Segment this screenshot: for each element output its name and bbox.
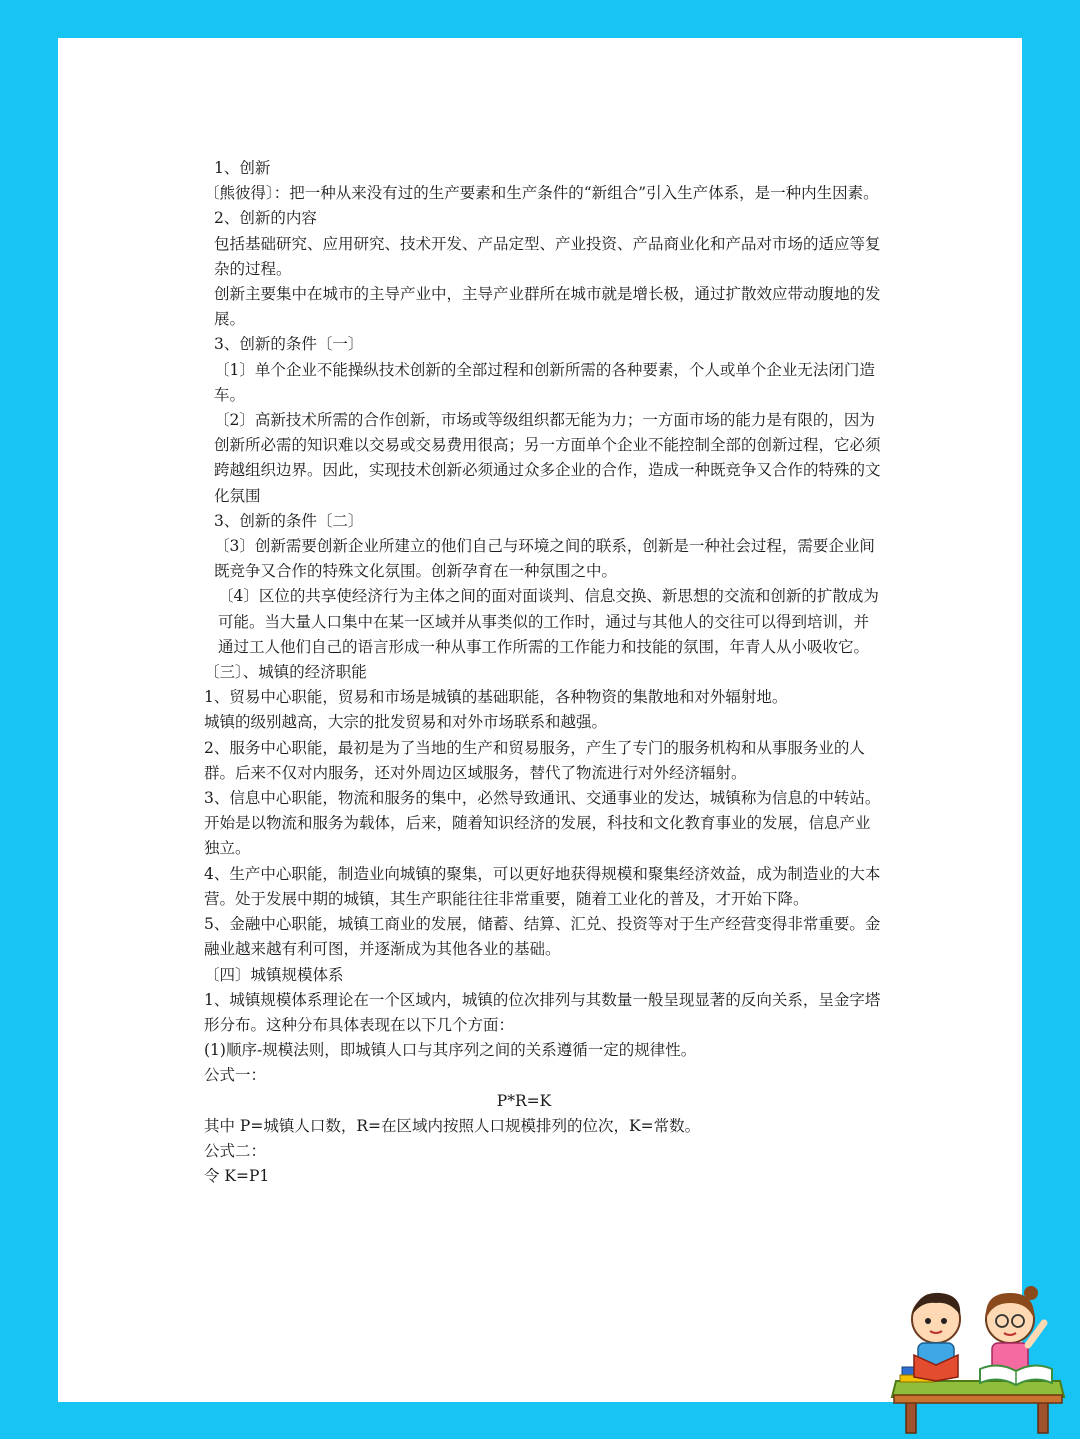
formula-2: 令 K=P1 [204,1167,270,1186]
heading-innovation-content: 2、创新的内容 [214,209,317,228]
document-body [204,156,884,1189]
formula-label-2: 公式二： [204,1141,267,1160]
paragraph: 〔熊彼得〕：把一种从来没有过的生产要素和生产条件的“新组合”引入生产体系，是一种内生因素。 [204,184,879,203]
paragraph: 5、金融中心职能，城镇工商业的发展，储蓄、结算、汇兑、投资等对于生产经营变得非常重要。金融业越来越有利可图，并逐渐成为其他各业的基础。 [204,915,881,959]
heading-innovation-conditions-2: 3、创新的条件〔二〕 [214,511,364,530]
document-page [58,38,1022,1402]
paragraph: 3、信息中心职能，物流和服务的集中，必然导致通讯、交通事业的发达，城镇称为信息的中转站。开始是以物流和服务为载体，后来，随着知识经济的发展，科技和文化教育事业的发展，信息产业独立。 [204,789,881,858]
paragraph: 4、生产中心职能，制造业向城镇的聚集，可以更好地获得规模和聚集经济效益，成为制造业的大本营。处于发展中期的城镇，其生产职能往往非常重要，随着工业化的普及，才开始下降。 [204,864,881,908]
paragraph: 1、城镇规模体系理论在一个区域内，城镇的位次排列与其数量一般呈现显著的反向关系，呈金字塔形分布。这种分布具体表现在以下几个方面： [204,990,881,1034]
paragraph: 〔2〕高新技术所需的合作创新，市场或等级组织都无能为力；一方面市场的能力是有限的，因为创新所必需的知识难以交易或交易费用很高；另一方面单个企业不能控制全部的创新过程，它必须跨越组织边界。因此，实现技术创新必须通过众多企业的合作，造成一种既竞争又合作的特殊的文化氛围 [214,411,881,505]
paragraph: 〔1〕单个企业不能操纵技术创新的全部过程和创新所需的各种要素，个人或单个企业无法闭门造车。 [214,360,875,404]
paragraph: (1)顺序-规模法则，即城镇人口与其序列之间的关系遵循一定的规律性。 [204,1041,697,1060]
paragraph: 2、服务中心职能，最初是为了当地的生产和贸易服务，产生了专门的服务机构和从事服务业的人群。后来不仅对内服务，还对外周边区域服务，替代了物流进行对外经济辐射。 [204,738,865,782]
paragraph: 〔4〕区位的共享使经济行为主体之间的面对面谈判、信息交换、新思想的交流和创新的扩散成为可能。当大量人口集中在某一区域并从事类似的工作时，通过与其他人的交往可以得到培训，并通过工人他们自己的语言形成一种从事工作所需的工作能力和技能的氛围，年青人从小吸收它。 [218,587,879,656]
paragraph: 1、贸易中心职能，贸易和市场是城镇的基础职能，各种物资的集散地和对外辐射地。 [204,688,788,707]
children-reading-icon [888,1285,1068,1435]
formula-label-1: 公式一： [204,1066,267,1085]
paragraph: 〔3〕创新需要创新企业所建立的他们自己与环境之间的联系，创新是一种社会过程，需要企业间既竞争又合作的特殊文化氛围。创新孕育在一种氛围之中。 [214,537,875,581]
heading-innovation-conditions-1: 3、创新的条件〔一〕 [214,335,364,354]
formula-1: P*R=K [496,1091,552,1110]
heading-scale-system: 〔四〕城镇规模体系 [204,965,344,984]
paragraph: 创新主要集中在城市的主导产业中，主导产业群所在城市就是增长极，通过扩散效应带动腹地的发展。 [214,285,881,329]
heading-economic-functions: 〔三〕、城镇的经济职能 [204,663,367,682]
heading-innovation: 1、创新 [214,159,271,177]
paragraph: 包括基础研究、应用研究、技术开发、产品定型、产业投资、产品商业化和产品对市场的适应等复杂的过程。 [214,234,881,278]
paragraph: 其中 P=城镇人口数，R=在区域内按照人口规模排列的位次，K=常数。 [204,1116,701,1135]
paragraph: 城镇的级别越高，大宗的批发贸易和对外市场联系和越强。 [204,713,608,732]
